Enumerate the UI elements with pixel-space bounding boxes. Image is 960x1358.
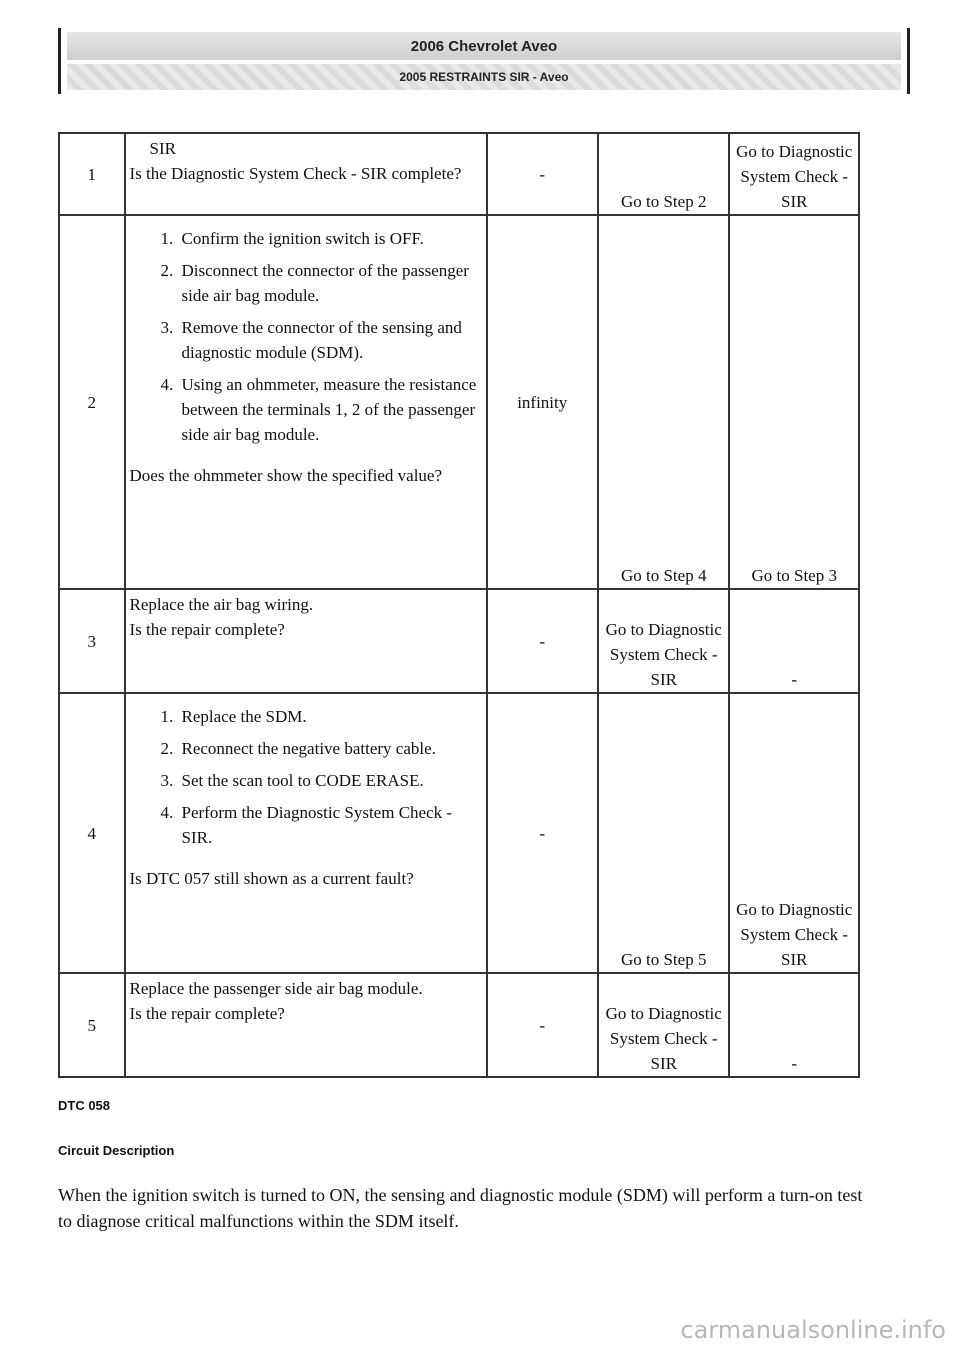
- step-value: infinity: [487, 215, 598, 589]
- action-question: Is DTC 057 still shown as a current fault?: [129, 869, 414, 888]
- header-banner: [58, 28, 910, 94]
- diagnostic-table: [58, 132, 860, 1078]
- list-item: 2. Reconnect the negative battery cable.: [178, 736, 482, 761]
- step-no: -: [729, 973, 859, 1077]
- list-item: 4. Perform the Diagnostic System Check - SIR.: [178, 800, 482, 850]
- action-text: Replace the passenger side air bag module.: [129, 979, 423, 998]
- step-action: [125, 693, 487, 973]
- step-number: 3: [59, 589, 125, 693]
- step-value: -: [487, 589, 598, 693]
- action-question: Is the Diagnostic System Check - SIR complete?: [129, 164, 462, 183]
- step-value: -: [487, 133, 598, 215]
- list-item: 1. Confirm the ignition switch is OFF.: [178, 226, 482, 251]
- step-no: Go to Step 3: [729, 215, 859, 589]
- step-action: [125, 133, 487, 215]
- step-no: -: [729, 589, 859, 693]
- step-action: [125, 589, 487, 693]
- table-row: [59, 693, 859, 973]
- step-value: -: [487, 973, 598, 1077]
- action-question: Does the ohmmeter show the specified value?: [129, 466, 443, 485]
- document-subtitle: 2005 RESTRAINTS SIR - Aveo: [67, 64, 901, 90]
- watermark: carmanualsonline.info: [680, 1316, 946, 1344]
- step-yes: Go to Step 5: [598, 693, 730, 973]
- action-question: Is the repair complete?: [129, 620, 285, 639]
- list-item: 1. Replace the SDM.: [178, 704, 482, 729]
- step-no: Go to Diagnostic System Check - SIR: [729, 133, 859, 215]
- step-yes: Go to Diagnostic System Check - SIR: [598, 589, 730, 693]
- step-yes: Go to Step 4: [598, 215, 730, 589]
- list-item: 3. Remove the connector of the sensing and diagnostic module (SDM).: [178, 315, 482, 365]
- circuit-description-heading: Circuit Description: [58, 1143, 175, 1158]
- step-action: [125, 973, 487, 1077]
- step-yes: Go to Step 2: [598, 133, 730, 215]
- circuit-description-text: When the ignition switch is turned to ON, the sensing and diagnostic module (SDM) will perform a turn-on test to diagnose critical malfunctions within the SDM itself.: [58, 1185, 863, 1231]
- step-value: -: [487, 693, 598, 973]
- action-question: Is the repair complete?: [129, 1004, 285, 1023]
- list-item: 2. Disconnect the connector of the passenger side air bag module.: [178, 258, 482, 308]
- table-row: [59, 133, 859, 215]
- list-item: 3. Set the scan tool to CODE ERASE.: [178, 768, 482, 793]
- step-number: 5: [59, 973, 125, 1077]
- action-list: [130, 704, 482, 850]
- table-row: [59, 215, 859, 589]
- list-item: 4. Using an ohmmeter, measure the resistance between the terminals 1, 2 of the passenger side air bag module.: [178, 372, 482, 447]
- document-title: 2006 Chevrolet Aveo: [67, 32, 901, 60]
- step-yes: Go to Diagnostic System Check - SIR: [598, 973, 730, 1077]
- action-text: SIR: [149, 139, 176, 158]
- table-row: [59, 589, 859, 693]
- dtc-heading: DTC 058: [58, 1098, 111, 1113]
- action-list: [130, 226, 482, 447]
- table-row: [59, 973, 859, 1077]
- action-text: Replace the air bag wiring.: [129, 595, 314, 614]
- step-no: Go to Diagnostic System Check - SIR: [729, 693, 859, 973]
- step-number: 2: [59, 215, 125, 589]
- step-action: [125, 215, 487, 589]
- step-number: 4: [59, 693, 125, 973]
- step-number: 1: [59, 133, 125, 215]
